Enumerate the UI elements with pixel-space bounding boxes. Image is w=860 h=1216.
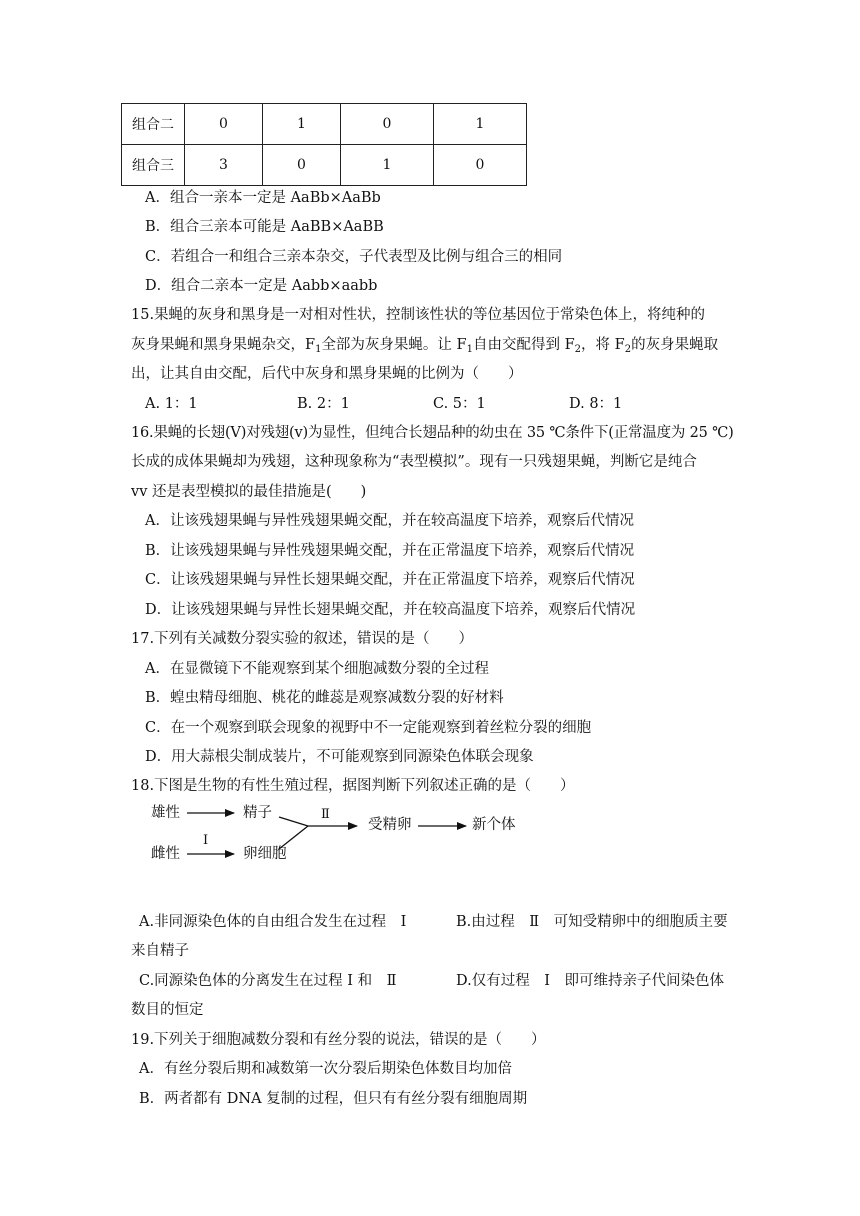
q15-stem-line1: 15.果蝇的灰身和黑身是一对相对性状，控制该性状的等位基因位于常染色体上，将纯种的 [131,307,706,323]
q16-option-d: D．让该残翅果蝇与异性长翅果蝇交配，并在较高温度下培养，观察后代情况 [145,602,636,618]
line-sperm-join [279,817,308,826]
table-cell: 组合二 [122,104,185,145]
q15-option-c: C. 5：1 [433,396,486,412]
q18-option-d-line2: 数目的恒定 [131,1002,204,1018]
q19-stem: 19.下列关于细胞减数分裂和有丝分裂的说法，错误的是（ ） [131,1032,546,1048]
q18-option-d-line1: D.仅有过程 I 即可维持亲子代间染色体 [456,973,724,989]
q16-option-a: A．让该残翅果蝇与异性残翅果蝇交配，并在较高温度下培养，观察后代情况 [145,513,634,529]
table-cell: 0 [434,145,527,186]
q14-option-b: B．组合三亲本可能是 AaBB×AaBB [145,219,384,235]
diagram-label-new-individual: 新个体 [472,817,516,833]
q15-stem-line2: 灰身果蝇和黑身果蝇杂交，$F_1$全部为灰身果蝇。让 $F_1$自由交配得到 $F_2$，将 $F_2$的灰身果蝇取 [131,337,719,355]
q16-option-c: C．让该残翅果蝇与异性长翅果蝇交配，并在正常温度下培养，观察后代情况 [145,572,635,588]
q17-option-d: D．用大蒜根尖制成装片，不可能观察到同源染色体联会现象 [145,749,534,765]
table-cell: 1 [263,104,341,145]
q16-option-b: B．让该残翅果蝇与异性残翅果蝇交配，并在正常温度下培养，观察后代情况 [145,543,635,559]
q16-stem-line2: 长成的成体果蝇却为残翅，这种现象称为“表型模拟”。现有一只残翅果蝇，判断它是纯合 [131,454,697,470]
q15-option-d: D. 8：1 [569,396,623,412]
diagram-label-egg: 卵细胞 [243,846,287,862]
q15-option-b: B. 2：1 [297,396,350,412]
q17-option-c: C．在一个观察到联会现象的视野中不一定能观察到着丝粒分裂的细胞 [145,720,592,736]
line-egg-join [279,826,308,849]
q14-option-a: A．组合一亲本一定是 AaBb×AaBb [145,190,381,206]
diagram-label-female: 雌性 [151,846,180,862]
diagram-label-male: 雄性 [151,805,180,821]
q17-option-a: A．在显微镜下不能观察到某个细胞减数分裂的全过程 [145,661,489,677]
q16-stem-line3: vv 还是表型模拟的最佳措施是( ) [131,484,367,500]
q18-option-b-line1: B.由过程 Ⅱ 可知受精卵中的细胞质主要 [456,914,728,930]
table-cell: 0 [263,145,341,186]
q18-option-a: A.非同源染色体的自由组合发生在过程 I [139,914,407,930]
q17-option-b: B．蝗虫精母细胞、桃花的雌蕊是观察减数分裂的好材料 [145,690,504,706]
table-cell: 组合三 [122,145,185,186]
q14-option-d: D．组合二亲本一定是 Aabb×aabb [145,278,378,294]
q15-option-a: A. 1：1 [145,396,198,412]
diagram-label-process-ii: Ⅱ [321,807,330,822]
diagram-label-sperm: 精子 [243,805,272,821]
diagram-label-zygote: 受精卵 [368,817,412,833]
q18-option-b-line2: 来自精子 [131,943,189,959]
diagram-label-process-i: I [203,833,209,848]
q19-option-a: A．有丝分裂后期和减数第一次分裂后期染色体数目均加倍 [139,1061,512,1077]
q18-option-c: C.同源染色体的分离发生在过程 I 和 Ⅱ [139,973,397,989]
q18-stem: 18.下图是生物的有性生殖过程，据图判断下列叙述正确的是（ ） [131,778,575,794]
q15-stem-line3: 出，让其自由交配，后代中灰身和黑身果蝇的比例为（ ） [131,366,523,382]
table-cell: 1 [434,104,527,145]
table-cell: 0 [185,104,263,145]
q14-option-c: C．若组合一和组合三亲本杂交，子代表型及比例与组合三的相同 [145,249,563,265]
q19-option-b: B．两者都有 DNA 复制的过程，但只有有丝分裂有细胞周期 [139,1091,528,1107]
table-cell: 3 [185,145,263,186]
q17-stem: 17.下列有关减数分裂实验的叙述，错误的是（ ） [131,631,474,647]
table-cell: 0 [341,104,434,145]
table-cell: 1 [341,145,434,186]
q16-stem-line1: 16.果蝇的长翅(V)对残翅(v)为显性，但纯合长翅品种的幼虫在 35 ℃条件下(正常温度为 25 ℃) [131,425,734,441]
